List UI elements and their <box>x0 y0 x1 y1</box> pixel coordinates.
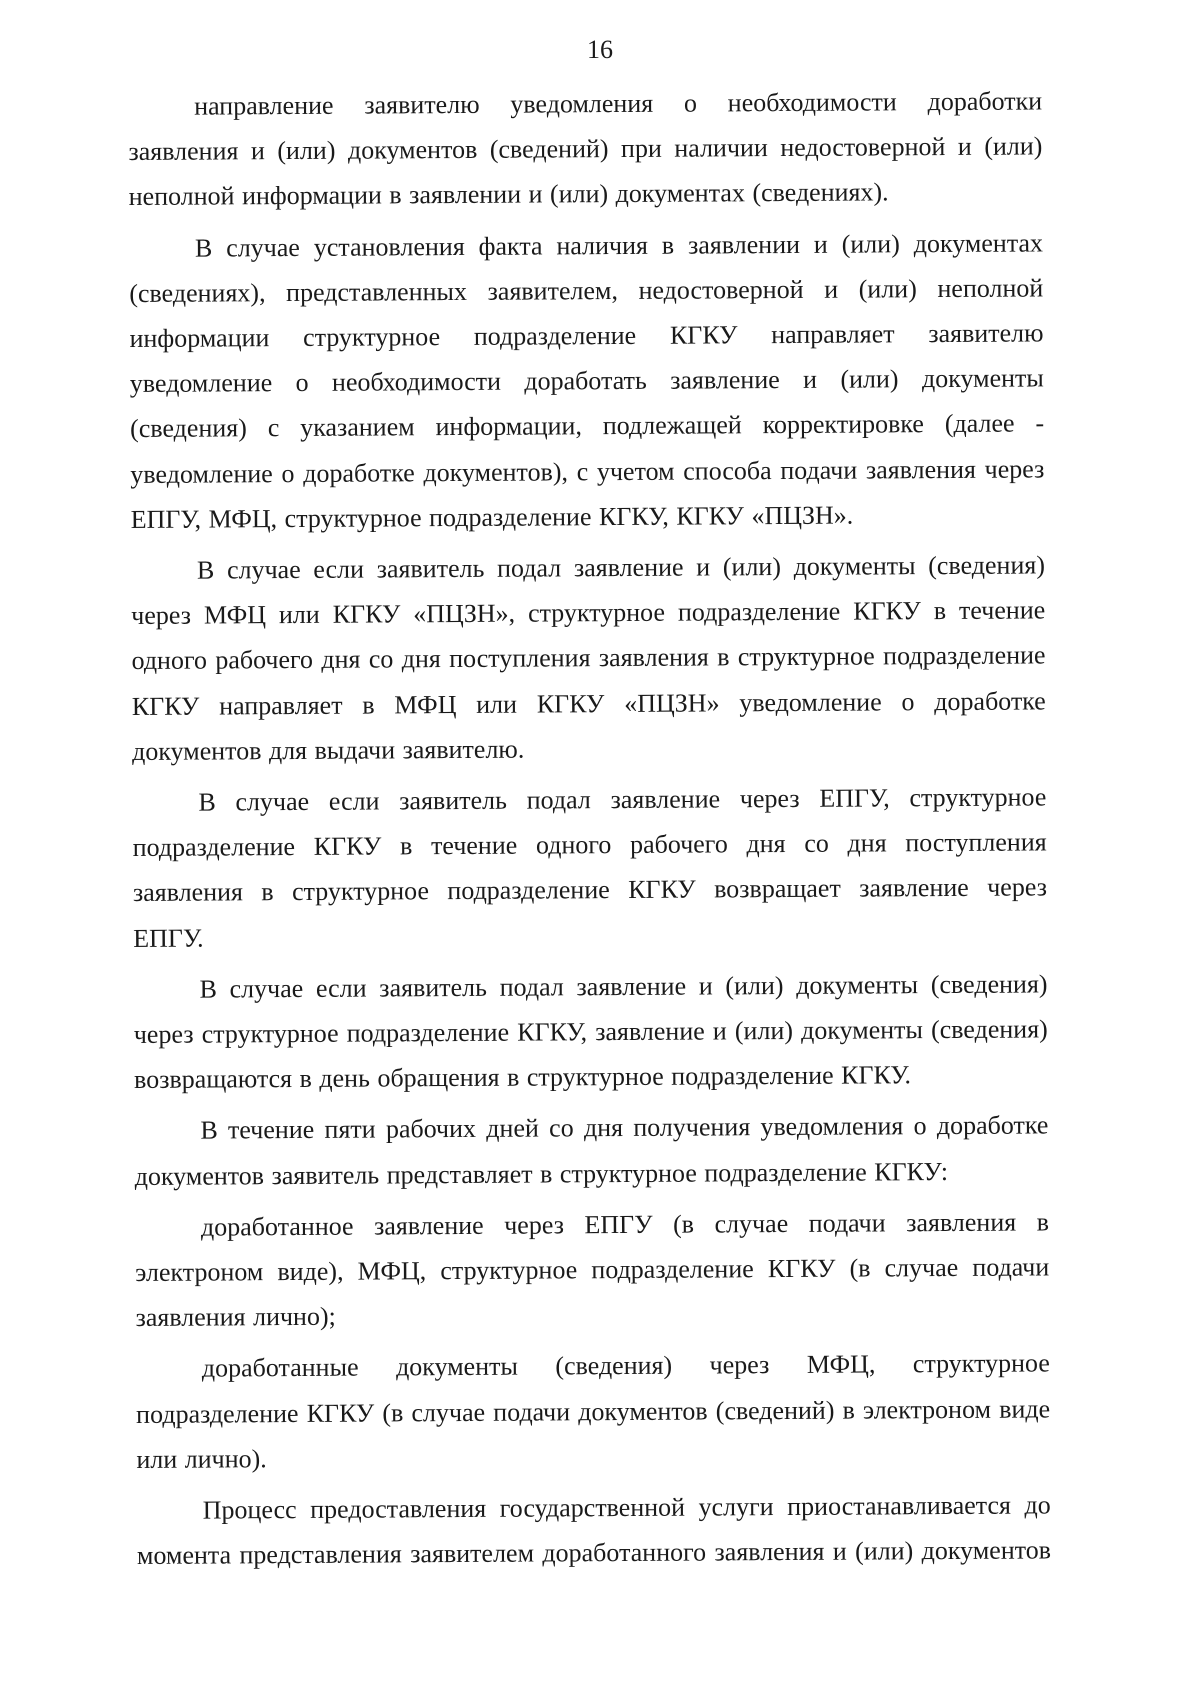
paragraph: В случае установления факта наличия в заявлении и (или) документах (сведениях), представленных заявителем, недостоверной и (или) неполной информации структурное подразделение КГКУ направляет заявителю уведомление о необходимости доработать заявление и (или) документы (сведения) с указанием информации, подлежащей корректировке (далее - уведомление о доработке документов), с учетом способа подачи заявления через ЕПГУ, МФЦ, структурное подразделение КГКУ, КГКУ «ПЦЗН». <box>129 228 1045 534</box>
paragraph: Процесс предоставления государственной услуги приостанавливается до момента представления заявителем доработанного заявления и (или) документов <box>136 1490 1052 1571</box>
paragraph: направление заявителю уведомления о необходимости доработки заявления и (или) документов (сведений) при наличии недостоверной и (или) неполной информации в заявлении и (или) документах (сведениях). <box>128 86 1043 212</box>
paragraph: В течение пяти рабочих дней со дня получения уведомления о доработке документов заявитель представляет в структурное подразделение КГКУ: <box>134 1110 1049 1191</box>
paragraph: В случае если заявитель подал заявление и (или) документы (сведения) через структурное подразделение КГКУ, заявление и (или) документы (сведения) возвращаются в день обращения в структурное подразделение КГКУ. <box>133 969 1048 1095</box>
page-number: 16 <box>587 35 613 64</box>
paragraph: доработанное заявление через ЕПГУ (в случае подачи заявления в электроном виде), МФЦ, структурное подразделение КГКУ (в случае подачи заявления лично); <box>135 1207 1050 1333</box>
paragraph: В случае если заявитель подал заявление через ЕПГУ, структурное подразделение КГКУ в течение одного рабочего дня со дня поступления заявления в структурное подразделение КГКУ возвращает заявление через ЕПГУ. <box>132 782 1048 953</box>
document-body <box>128 78 1051 1584</box>
paragraph: В случае если заявитель подал заявление и (или) документы (сведения) через МФЦ или КГКУ «ПЦЗН», структурное подразделение КГКУ в течение одного рабочего дня со дня поступления заявления в структурное подразделение КГКУ направляет в МФЦ или КГКУ «ПЦЗН» уведомление о доработке документов для выдачи заявителю. <box>131 550 1046 766</box>
paragraph: доработанные документы (сведения) через МФЦ, структурное подразделение КГКУ (в случае подачи документов (сведений) в электроном виде или лично). <box>136 1348 1051 1474</box>
